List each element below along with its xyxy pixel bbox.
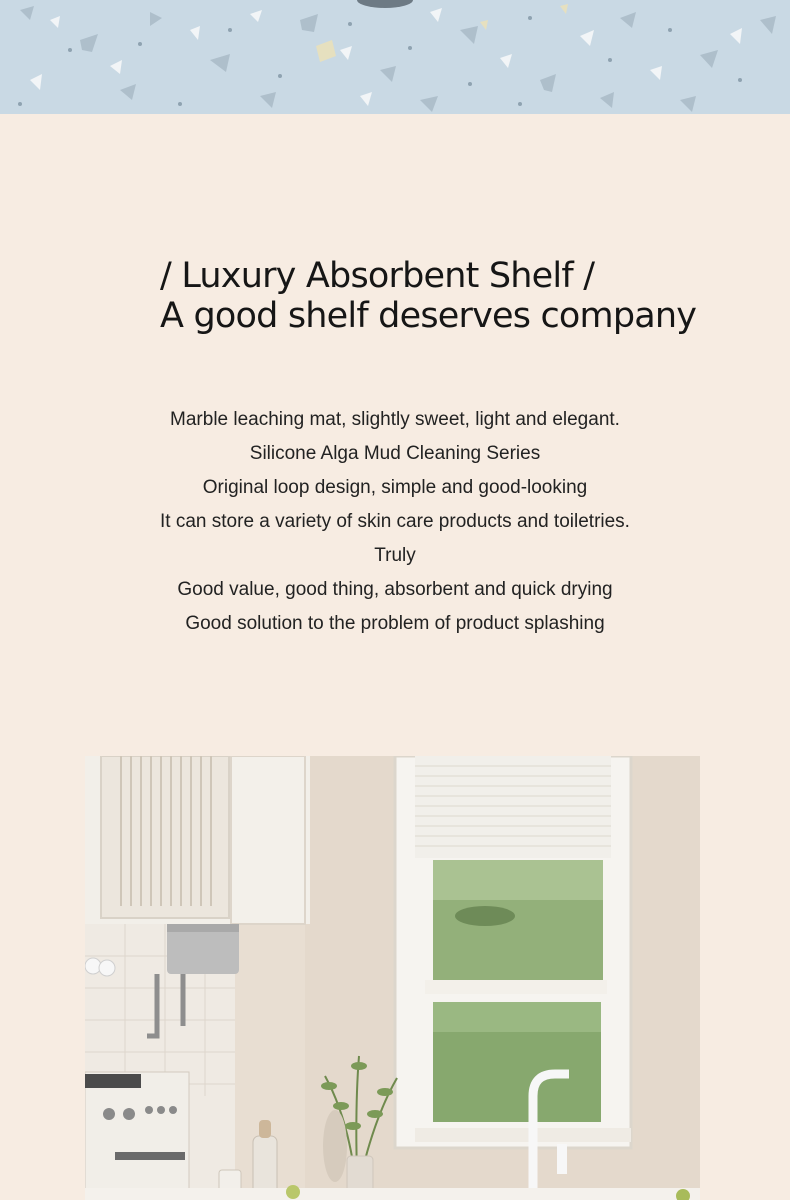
heading-line-2: A good shelf deserves company [160,296,697,336]
description-line: Original loop design, simple and good-looking [202,477,588,498]
description-line: It can store a variety of skin care products and toiletries. [160,511,630,532]
description-line: Silicone Alga Mud Cleaning Series [249,443,541,464]
description [0,403,790,641]
description-line: Good value, good thing, absorbent and quick drying [177,579,613,600]
kitchen-scene-icon [85,756,700,1200]
page-heading [160,256,720,336]
description-line: Truly [374,545,416,566]
terrazzo-banner [0,0,790,114]
kitchen-photo [85,756,700,1200]
terrazzo-texture-icon [0,0,790,114]
description-line: Marble leaching mat, slightly sweet, light and elegant. [170,409,620,430]
description-line: Good solution to the problem of product splashing [185,613,605,634]
heading-line-1: / Luxury Absorbent Shelf / [160,256,595,296]
